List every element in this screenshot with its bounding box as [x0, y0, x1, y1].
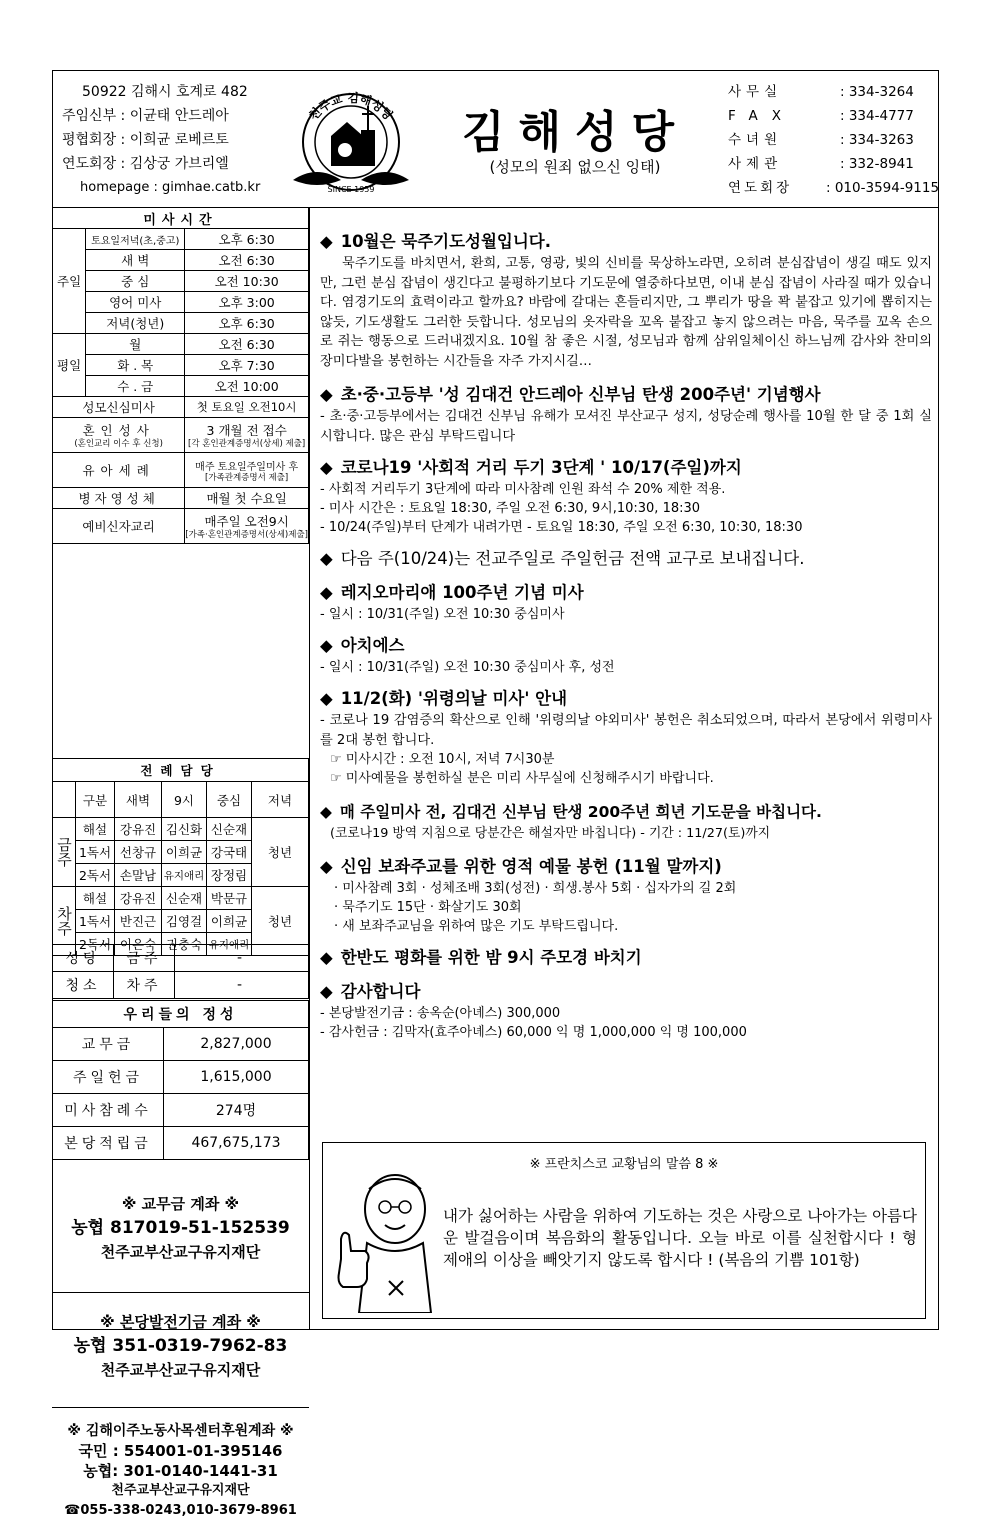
role: 해설 [76, 818, 115, 841]
extra-value: 3 개월 전 접수 [206, 423, 287, 438]
pope-quote: 내가 싫어하는 사람을 위하여 기도하는 것은 사랑으로 나아가는 아름다운 발걸음이며 복음화의 활동입니다. 오늘 바로 이를 실천합시다 ! 형제애의 이상을 빼앗기지 않도록 합시다 ! (복음의 기쁨 101항) [443, 1207, 917, 1269]
duty-evening: 청년 [252, 887, 309, 956]
left-column [52, 207, 310, 1518]
liturgy-duty-table [52, 758, 309, 956]
duty-person: 신순재 [162, 887, 207, 910]
clean-value: - [175, 945, 309, 972]
divider [52, 1407, 309, 1408]
diamond-icon: ◆ [320, 232, 333, 251]
offering-value: 274명 [164, 1094, 309, 1127]
offering-label: 본당적립금 [53, 1127, 164, 1160]
mass-time: 오전 6:30 [185, 334, 309, 355]
clean-week: 금주 [114, 945, 175, 972]
notice [320, 581, 932, 624]
notice-line: · 묵주기도 15단 · 화살기도 30회 [334, 900, 522, 915]
extra-name-sub: (혼인교리 이수 후 신청) [74, 439, 163, 449]
duty-person: 손말남 [115, 864, 162, 887]
diamond-icon: ◆ [320, 636, 333, 655]
mass-time: 오후 6:30 [185, 229, 309, 250]
notice-line: - 일시 : 10/31(주일) 오전 10:30 중심미사 [320, 607, 565, 622]
notice-title: 다음 주(10/24)는 전교주일로 주일헌금 전액 교구로 보내집니다. [340, 549, 805, 568]
notice [320, 946, 932, 970]
offering-label: 교무금 [53, 1028, 164, 1061]
account-owner: 천주교부산교구유지재단 [111, 1483, 250, 1498]
mass-name: 월 [86, 334, 185, 355]
contact-value: : 334-3264 [840, 84, 914, 100]
pope-heading: ※ 프란치스코 교황님의 말씀 8 ※ [529, 1157, 719, 1172]
extra-value-cell [185, 453, 309, 488]
contact-value: : 332-8941 [840, 156, 914, 172]
mass-name: 토요일저녁(초,중고) [86, 229, 185, 250]
pastor: 주임신부 : 이균태 안드레아 [62, 108, 229, 124]
account-number: 농협 817019-51-152539 [71, 1218, 290, 1238]
notice-line: · 새 보좌주교님을 위하여 많은 기도 부탁드립니다. [334, 919, 619, 934]
notice-body: - 초·중·고등부에서는 김대건 신부님 유해가 모셔진 부산교구 성지, 성당순례 행사를 10월 한 달 중 1회 실시합니다. 많은 관심 부탁드립니다 [320, 409, 932, 444]
mass-name: 중 심 [86, 271, 185, 292]
diamond-icon: ◆ [320, 948, 333, 967]
page-title: 김해성당 [461, 107, 688, 158]
extra-value-cell [185, 509, 309, 544]
notice [320, 547, 932, 571]
duty-person: 박문규 [207, 887, 252, 910]
duty-person: 이희균 [207, 910, 252, 933]
notice-title: 감사합니다 [340, 982, 421, 1001]
account-2 [52, 1310, 309, 1382]
notice-title: 신임 보좌주교를 위한 영적 예물 봉헌 (11월 말까지) [340, 857, 722, 876]
mass-time: 오전 10:30 [185, 271, 309, 292]
logo-since: SINCE 1959 [327, 185, 375, 194]
contact-label: 사제관 [728, 156, 783, 172]
extra-value-sub: [가족·혼인관계증명서(상세)제출] [185, 530, 308, 540]
duty-person: 강국태 [207, 841, 252, 864]
offering-value: 1,615,000 [164, 1061, 309, 1094]
duty-person: 이은숙 [115, 933, 162, 956]
notice-line: - 10/24(주일)부터 단계가 내려가면 - 토요일 18:30, 주일 오전 6:30, 10:30, 18:30 [320, 520, 803, 535]
duty-col: 저녁 [252, 782, 309, 818]
notice-title: 11/2(화) '위령의날 미사' 안내 [340, 689, 568, 708]
contact-label: 연도회장 [728, 180, 793, 196]
extra-name-cell [53, 418, 185, 453]
account-1 [52, 1192, 309, 1264]
contact-label: 사무실 [728, 84, 783, 100]
extra-name: 병자영성체 [53, 488, 185, 509]
contact-list [728, 80, 939, 200]
extra-value: 매주일 오전9시 [204, 514, 289, 529]
account-number: 국민 : 554001-01-395146 [78, 1442, 283, 1460]
notice [320, 230, 932, 371]
role: 2독서 [76, 933, 115, 956]
duty-person: 강유진 [115, 818, 162, 841]
clean-week: 차주 [114, 972, 175, 999]
extra-name: 예비신자교리 [53, 509, 185, 544]
extra-name: 유아세례 [53, 453, 185, 488]
mass-time: 오후 6:30 [185, 313, 309, 334]
cleaning-table [52, 944, 309, 999]
mass-time: 오후 7:30 [185, 355, 309, 376]
duty-heading: 전례담당 [53, 759, 309, 782]
contact-label: FAX [728, 108, 796, 124]
duty-person: 선창규 [115, 841, 162, 864]
notice [320, 383, 932, 446]
notice-line: ☞ 미사예물을 봉헌하실 분은 미리 사무실에 신청해주시기 바랍니다. [330, 771, 714, 786]
sunday-label: 주일 [53, 229, 86, 334]
notice-line: · 미사참례 3회 · 성체조배 3회(성전) · 희생.봉사 5회 · 십자가의 길 2회 [334, 881, 737, 896]
duty-person: 장정림 [207, 864, 252, 887]
account-owner: 천주교부산교구유지재단 [100, 1243, 261, 1261]
duty-person: 유지애리 [207, 933, 252, 956]
parish-info [62, 80, 260, 200]
notice [320, 980, 932, 1042]
duty-person: 유지애리 [162, 864, 207, 887]
mass-name: 저녁(청년) [86, 313, 185, 334]
extra-value-sub: [가족관계증명서 제출] [205, 472, 289, 483]
homepage: homepage : gimhae.catb.kr [80, 180, 261, 195]
account-number: 농협 351-0319-7962-83 [73, 1336, 288, 1356]
youth-chair: 연도회장 : 김상궁 가브리엘 [62, 156, 229, 172]
account-3 [52, 1421, 309, 1521]
page-subtitle: (성모의 원죄 없으신 잉태) [489, 158, 661, 176]
offering-value: 467,675,173 [164, 1127, 309, 1160]
duty-person: 김신화 [162, 818, 207, 841]
mass-heading: 미사시간 [53, 208, 309, 229]
offering-label: 미사참례수 [53, 1094, 164, 1127]
diamond-icon: ◆ [320, 458, 333, 477]
diamond-icon: ◆ [320, 982, 333, 1001]
mass-name: 수 . 금 [86, 376, 185, 397]
role: 1독서 [76, 910, 115, 933]
notice-title: 10월은 묵주기도성월입니다. [340, 232, 552, 251]
duty-person: 이희균 [162, 841, 207, 864]
notice-line: - 본당발전기금 : 송옥순(아녜스) 300,000 [320, 1006, 561, 1021]
pope-quote-box [322, 1142, 926, 1319]
duty-corner [53, 782, 76, 818]
mass-time: 오전 6:30 [185, 250, 309, 271]
notice-line: - 미사 시간은 : 토요일 18:30, 주일 오전 6:30, 9시,10:30, 18:30 [320, 501, 701, 516]
extra-value-cell [185, 418, 309, 453]
clean-label: 성당 [53, 945, 114, 972]
notice [320, 800, 932, 843]
account-number: 농협: 301-0140-1441-31 [83, 1462, 278, 1480]
duty-col: 구분 [76, 782, 115, 818]
duty-col: 새벽 [115, 782, 162, 818]
this-week-label: 금주 [53, 818, 76, 887]
mass-name: 새 벽 [86, 250, 185, 271]
notice-body: - 코로나 19 감염증의 확산으로 인해 '위령의날 야외미사' 봉헌은 취소되었으며, 따라서 본당에서 위령미사를 2대 봉헌 합니다. [320, 713, 932, 748]
extra-value: 매월 첫 수요일 [185, 488, 309, 509]
duty-person: 강유진 [115, 887, 162, 910]
account-title: ※ 본당발전기금 계좌 ※ [100, 1313, 261, 1331]
contact-value: : 334-4777 [840, 108, 914, 124]
notice-title: 매 주일미사 전, 김대건 신부님 탄생 200주년 희년 기도문을 바칩니다. [339, 803, 822, 821]
duty-col: 중심 [207, 782, 252, 818]
mass-name: 영어 미사 [86, 292, 185, 313]
mass-schedule-table [52, 207, 309, 544]
offering-value: 2,827,000 [164, 1028, 309, 1061]
extra-name: 성모신심미사 [53, 397, 185, 418]
account-title: ※ 김해이주노동사목센터후원계좌 ※ [67, 1423, 294, 1439]
role: 해설 [76, 887, 115, 910]
duty-person: 반진근 [115, 910, 162, 933]
account-phone: ☎055-338-0243,010-3679-8961 [64, 1503, 297, 1518]
account-title: ※ 교무금 계좌 ※ [121, 1195, 240, 1213]
contact-value: : 010-3594-9115 [826, 180, 940, 196]
duty-person: 신순재 [207, 818, 252, 841]
notice-body: 묵주기도를 바치면서, 환희, 고통, 영광, 빛의 신비를 묵상하노라면, 오히려 분심잡념이 생길 때도 있지만, 그런 분심 잡념이 생긴다고 불평하기보다 기도문에 열중하다보면, 이내 분심 잡념이 사라질 때가 있습니다. 염경기도의 효력이라고 할까요? 바람에 갈대는 흔들리지만, 그 뿌리가 땅을 꽉 붙잡고 있기에 뽑히지는 않듯, 기도생활도 그러한 듯합니다. 성모님의 옷자락을 꼬옥 붙잡고 놓지 않으려는 마음, 묵주를 꼬옥 손으로 쥐는 행동으로 드러내겠지요. 10월 참 좋은 시절, 성모님과 함께 삼위일체이신 하느님께 감사와 찬미의 장미다발을 봉헌하는 시간들을 자주 가지시길… [320, 256, 932, 369]
notice-line: - 일시 : 10/31(주일) 오전 10:30 중심미사 후, 성전 [320, 660, 615, 675]
parish-logo-icon [287, 84, 415, 200]
account-owner: 천주교부산교구유지재단 [100, 1361, 261, 1379]
mass-time: 오후 3:00 [185, 292, 309, 313]
notice-line: (코로나19 방역 지침으로 당분간은 해설자만 바칩니다) - 기간 : 11/27(토)까지 [330, 826, 771, 841]
duty-col: 9시 [162, 782, 207, 818]
extra-value-sub: [각 혼인관계증명서(상세) 제출] [188, 439, 306, 449]
divider [52, 1292, 309, 1293]
notice-title: 레지오마리애 100주년 기념 미사 [340, 583, 584, 602]
weekday-label: 평일 [53, 334, 86, 397]
notice [320, 687, 932, 788]
diamond-icon: ◆ [320, 803, 332, 821]
role: 1독서 [76, 841, 115, 864]
diamond-icon: ◆ [320, 583, 333, 602]
notice-line: - 사회적 거리두기 3단계에 따라 미사참례 인원 좌석 수 20% 제한 적용. [320, 482, 726, 497]
contact-label: 수녀원 [728, 132, 783, 148]
clean-value: - [175, 972, 309, 999]
notice [320, 855, 932, 936]
offering-label: 주일헌금 [53, 1061, 164, 1094]
extra-value: 매주 토요일주일미사 후 [195, 461, 299, 473]
clean-label: 청소 [53, 972, 114, 999]
role: 2독서 [76, 864, 115, 887]
mass-time: 오전 10:00 [185, 376, 309, 397]
pope-thumbs-up-icon [331, 1163, 441, 1313]
notice [320, 634, 932, 677]
notices [320, 226, 932, 1042]
extra-name: 혼인성사 [82, 423, 155, 438]
diamond-icon: ◆ [320, 385, 333, 404]
duty-person: 김영걸 [162, 910, 207, 933]
diamond-icon: ◆ [320, 857, 333, 876]
offering-table [52, 1000, 309, 1160]
notice-title: 아치에스 [340, 636, 405, 655]
next-week-label: 차주 [53, 887, 76, 956]
notice [320, 456, 932, 537]
notice-line: ☞ 미사시간 : 오전 10시, 저녁 7시30분 [330, 752, 555, 767]
council-chair: 평협회장 : 이희균 로베르토 [62, 132, 229, 148]
logo-text: 천주교 김해성당 [306, 90, 396, 123]
extra-value: 첫 토요일 오전10시 [185, 397, 309, 418]
notice-title: 코로나19 '사회적 거리 두기 3단계 ' 10/17(주일)까지 [340, 458, 742, 477]
notice-title: 초·중·고등부 '성 김대건 안드레아 신부님 탄생 200주년' 기념행사 [340, 385, 821, 404]
diamond-icon: ◆ [320, 549, 333, 568]
address: 50922 김해시 호계로 482 [82, 84, 248, 100]
duty-evening: 청년 [252, 818, 309, 887]
notice-title: 한반도 평화를 위한 밤 9시 주모경 바치기 [340, 948, 642, 967]
contact-value: : 334-3263 [840, 132, 914, 148]
duty-person: 권충숙 [162, 933, 207, 956]
mass-name: 화 . 목 [86, 355, 185, 376]
offering-heading: 우리들의 정성 [53, 1001, 309, 1028]
diamond-icon: ◆ [320, 689, 333, 708]
notice-line: - 감사헌금 : 김막자(효주아녜스) 60,000 익 명 1,000,000 익 명 100,000 [320, 1025, 747, 1040]
